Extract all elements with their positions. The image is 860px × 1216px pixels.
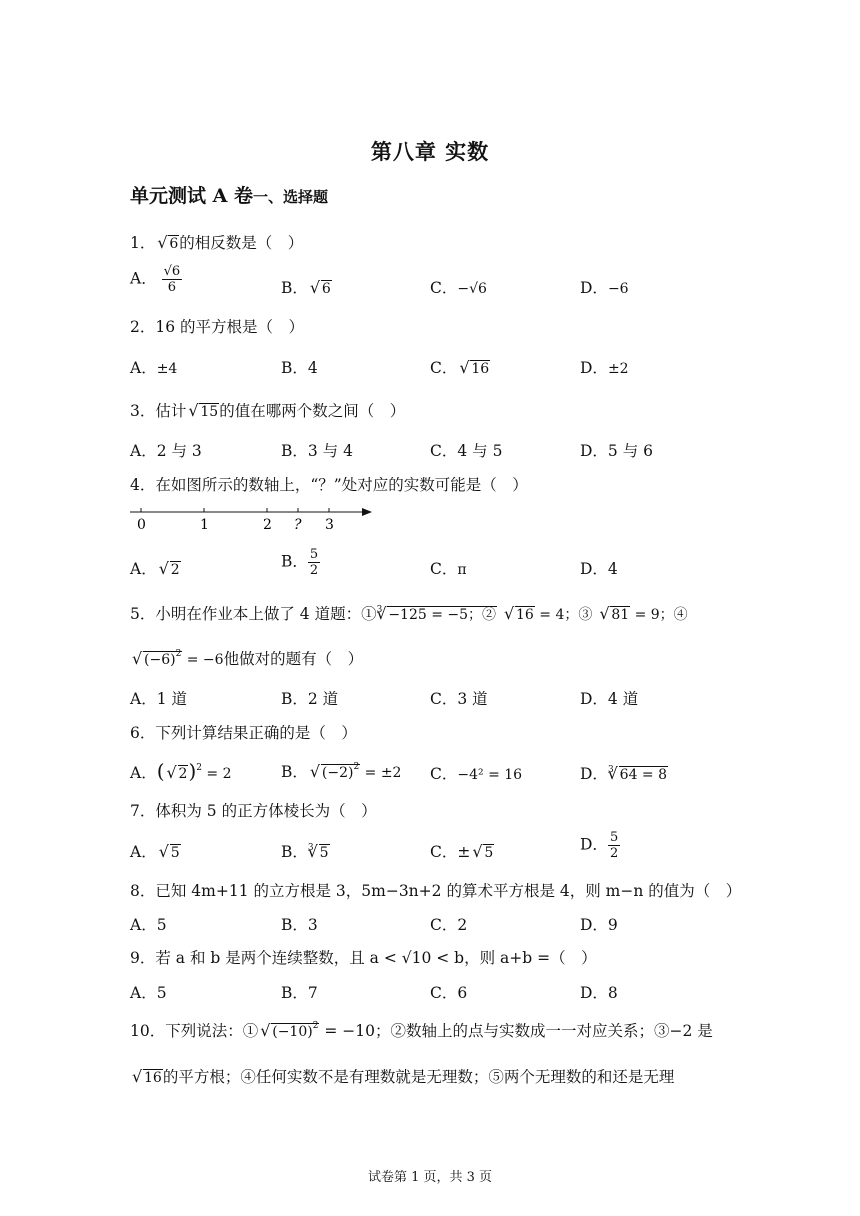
q8-option-c: C．2: [430, 916, 468, 934]
arrow-icon: [362, 508, 372, 516]
q9-option-b: B．7: [281, 984, 318, 1002]
q1-option-a: A． $\frac{√6}{6}$: [130, 264, 181, 295]
question-1-stem: 1．√ 6的相反数是（ ）: [130, 231, 303, 253]
q3-option-b: B．3 与 4: [281, 442, 353, 460]
q7-option-b: B．$^3$√ 5: [281, 840, 330, 862]
q1-option-d: D．−6: [580, 279, 629, 297]
section-main: 单元测试 A 卷: [130, 185, 253, 207]
tick-label: 2: [263, 517, 272, 533]
q2-option-c: C．√ 16: [430, 356, 490, 378]
q6-option-d: D．$^3$√ 64 = 8: [580, 762, 668, 784]
q5-option-d: D．4 道: [580, 690, 639, 708]
question-4-stem: 4．在如图所示的数轴上，“？”处对应的实数可能是（ ）: [130, 476, 528, 494]
q3-option-c: C．4 与 5: [430, 442, 503, 460]
q6-option-b: B．√ $(-2)^2 = \pm 2$: [281, 760, 401, 783]
q9-option-d: D．8: [580, 984, 618, 1002]
q3-option-d: D．5 与 6: [580, 442, 654, 460]
q8-option-d: D．9: [580, 916, 618, 934]
question-2-stem: 2．16 的平方根是（ ）: [130, 318, 305, 336]
question-10-line-1: 10．下列说法：①√ $(-10)^2 = -10$；②数轴上的点与实数成一一对应关系；③−2 是: [130, 1019, 713, 1042]
q4-option-d: D．4: [580, 560, 618, 578]
q5-option-b: B．2 道: [281, 690, 339, 708]
q6-option-c: C．−4² = 16: [430, 765, 523, 783]
q9-option-c: C．6: [430, 984, 468, 1002]
q6-option-a: A．(√ 2)$^2$ = 2: [130, 759, 232, 783]
number-line: [128, 503, 378, 539]
q2-option-a: A．±4: [130, 359, 178, 377]
q2-option-b: B．4: [281, 359, 318, 377]
section-heading: [130, 181, 328, 208]
question-5-line-2: √ $(-6)^2 = -6$他做对的题有（ ）: [130, 647, 363, 670]
question-7-stem: 7．体积为 5 的正方体棱长为（ ）: [130, 802, 377, 820]
question-6-stem: 6．下列计算结果正确的是（ ）: [130, 724, 357, 742]
q3-option-a: A．2 与 3: [130, 442, 202, 460]
question-3-stem: 3．估计√ 15的值在哪两个数之间（ ）: [130, 399, 405, 421]
question-8-stem: 8．已知 4m+11 的立方根是 3，5m−3n+2 的算术平方根是 4，则 m−n 的值为（ ）: [130, 882, 742, 900]
q4-option-c: C．π: [430, 560, 467, 578]
q9-option-a: A．5: [130, 984, 167, 1002]
q7-option-d: D． $\frac{5}{2}$: [580, 830, 619, 861]
question-9-stem: 9．若 a 和 b 是两个连续整数，且 a < √10 < b，则 a+b =（ ）: [130, 949, 597, 967]
q1-option-b: B．√ 6: [281, 276, 332, 298]
q4-option-a: A．√ 2: [130, 557, 181, 579]
tick-label: 0: [137, 517, 146, 533]
q1-option-c: C．−√6: [430, 279, 487, 297]
question-10-line-2: √ 16的平方根；④任何实数不是有理数就是无理数；⑤两个无理数的和还是无理: [130, 1065, 674, 1087]
q4-option-b: B． $\frac{5}{2}$: [281, 547, 319, 578]
tick-label: ?: [294, 517, 302, 533]
section-sub: 一、选择题: [252, 188, 328, 206]
tick-label: 1: [200, 517, 209, 533]
page-footer: 试卷第 1 页，共 3 页: [367, 1170, 493, 1185]
q5-option-c: C．3 道: [430, 690, 488, 708]
tick-label: 3: [325, 517, 334, 533]
q8-option-a: A．5: [130, 916, 167, 934]
page-title: 第八章 实数: [370, 139, 490, 164]
q7-option-a: A．√ 5: [130, 840, 181, 862]
q5-option-a: A．1 道: [130, 690, 187, 708]
q7-option-c: C．±√ 5: [430, 840, 494, 862]
q2-option-d: D．±2: [580, 359, 629, 377]
q8-option-b: B．3: [281, 916, 318, 934]
question-5-line-1: 5．小明在作业本上做了 4 道题：①$^3$√ −125 = −5；② √ 16 = 4；③ √ 81 = 9；④: [130, 602, 688, 624]
